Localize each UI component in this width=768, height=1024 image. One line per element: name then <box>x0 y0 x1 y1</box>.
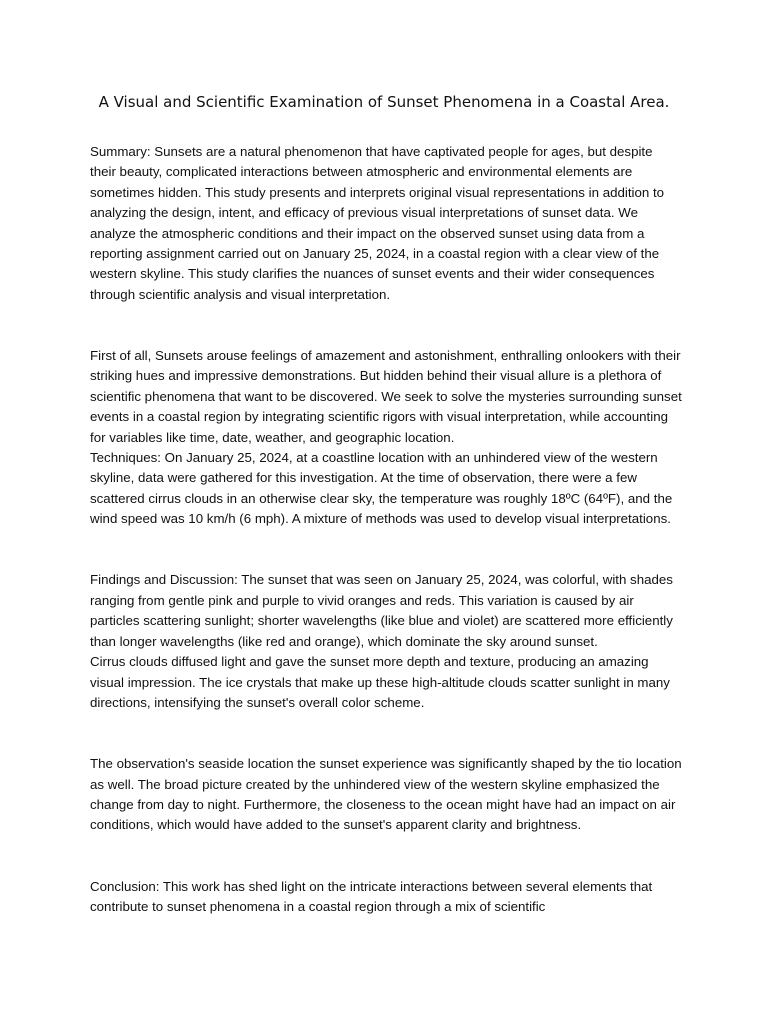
paragraph-cirrus: Cirrus clouds diffused light and gave the sunset more depth and texture, producing an amazing visual impression. The ice crystals that make up these high-altitude clouds scatter sunlight in many directions, intensifying the sunset's overall color scheme. <box>90 654 670 710</box>
paragraph-introduction: First of all, Sunsets arouse feelings of amazement and astonishment, enthralling onlookers with their striking hues and impressive demonstrations. But hidden behind their visual allure is a plethora of scientific phenomena that want to be discovered. We seek to solve the mysteries surrounding sunset events in a coastal region by integrating scientific rigors with visual interpretation, while accounting for variables like time, date, weather, and geographic location. <box>90 348 682 445</box>
paragraph-gap <box>90 734 682 754</box>
paragraph-gap <box>90 550 682 570</box>
paragraph-summary: Summary: Sunsets are a natural phenomenon that have captivated people for ages, but despite their beauty, complicated interactions between atmospheric and environmental elements are sometimes hidden. This study presents and interprets original visual representations in addition to analyzing the design, intent, and efficacy of previous visual interpretations of sunset data. We analyze the atmospheric conditions and their impact on the observed sunset using data from a reporting assignment carried out on January 25, 2024, in a coastal region with a clear view of the western skyline. This study clarifies the nuances of sunset events and their wider consequences through scientific analysis and visual interpretation. <box>90 144 665 302</box>
paragraph-location: The observation's seaside location the sunset experience was significantly shaped by the tio location as well. The broad picture created by the unhindered view of the western skyline emphasized the change from day to night. Furthermore, the closeness to the ocean might have had an impact on air conditions, which would have added to the sunset's apparent clarity and brightness. <box>90 756 682 833</box>
paragraph-gap <box>90 530 682 550</box>
paragraph-gap <box>90 856 682 876</box>
paragraph-techniques: Techniques: On January 25, 2024, at a coastline location with an unhindered view of the western skyline, data were gathered for this investigation. At the time of observation, there were a few scattered cirrus clouds in an otherwise clear sky, the temperature was roughly 18ºC (64ºF), and the wind speed was 10 km/h (6 mph). A mixture of methods was used to develop visual interpretations. <box>90 450 673 527</box>
paragraph-gap <box>90 836 682 856</box>
paragraph-conclusion: Conclusion: This work has shed light on the intricate interactions between several elements that contribute to sunset phenomena in a coastal region through a mix of scientific <box>90 878 653 914</box>
document-title: A Visual and Scientific Examination of Sunset Phenomena in a Coastal Area. <box>98 93 670 111</box>
paragraph-findings: Findings and Discussion: The sunset that was seen on January 25, 2024, was colorful, with shades ranging from gentle pink and purple to vivid oranges and reds. This variation is caused by air particles scattering sunlight; shorter wavelengths (like blue and violet) are scattered more efficiently than longer wavelengths (like red and orange), which dominate the sky around sunset. <box>90 572 673 649</box>
paragraph-gap <box>90 326 682 346</box>
paragraph-gap <box>90 713 682 733</box>
document-body <box>90 142 682 917</box>
paragraph-gap <box>90 305 682 325</box>
